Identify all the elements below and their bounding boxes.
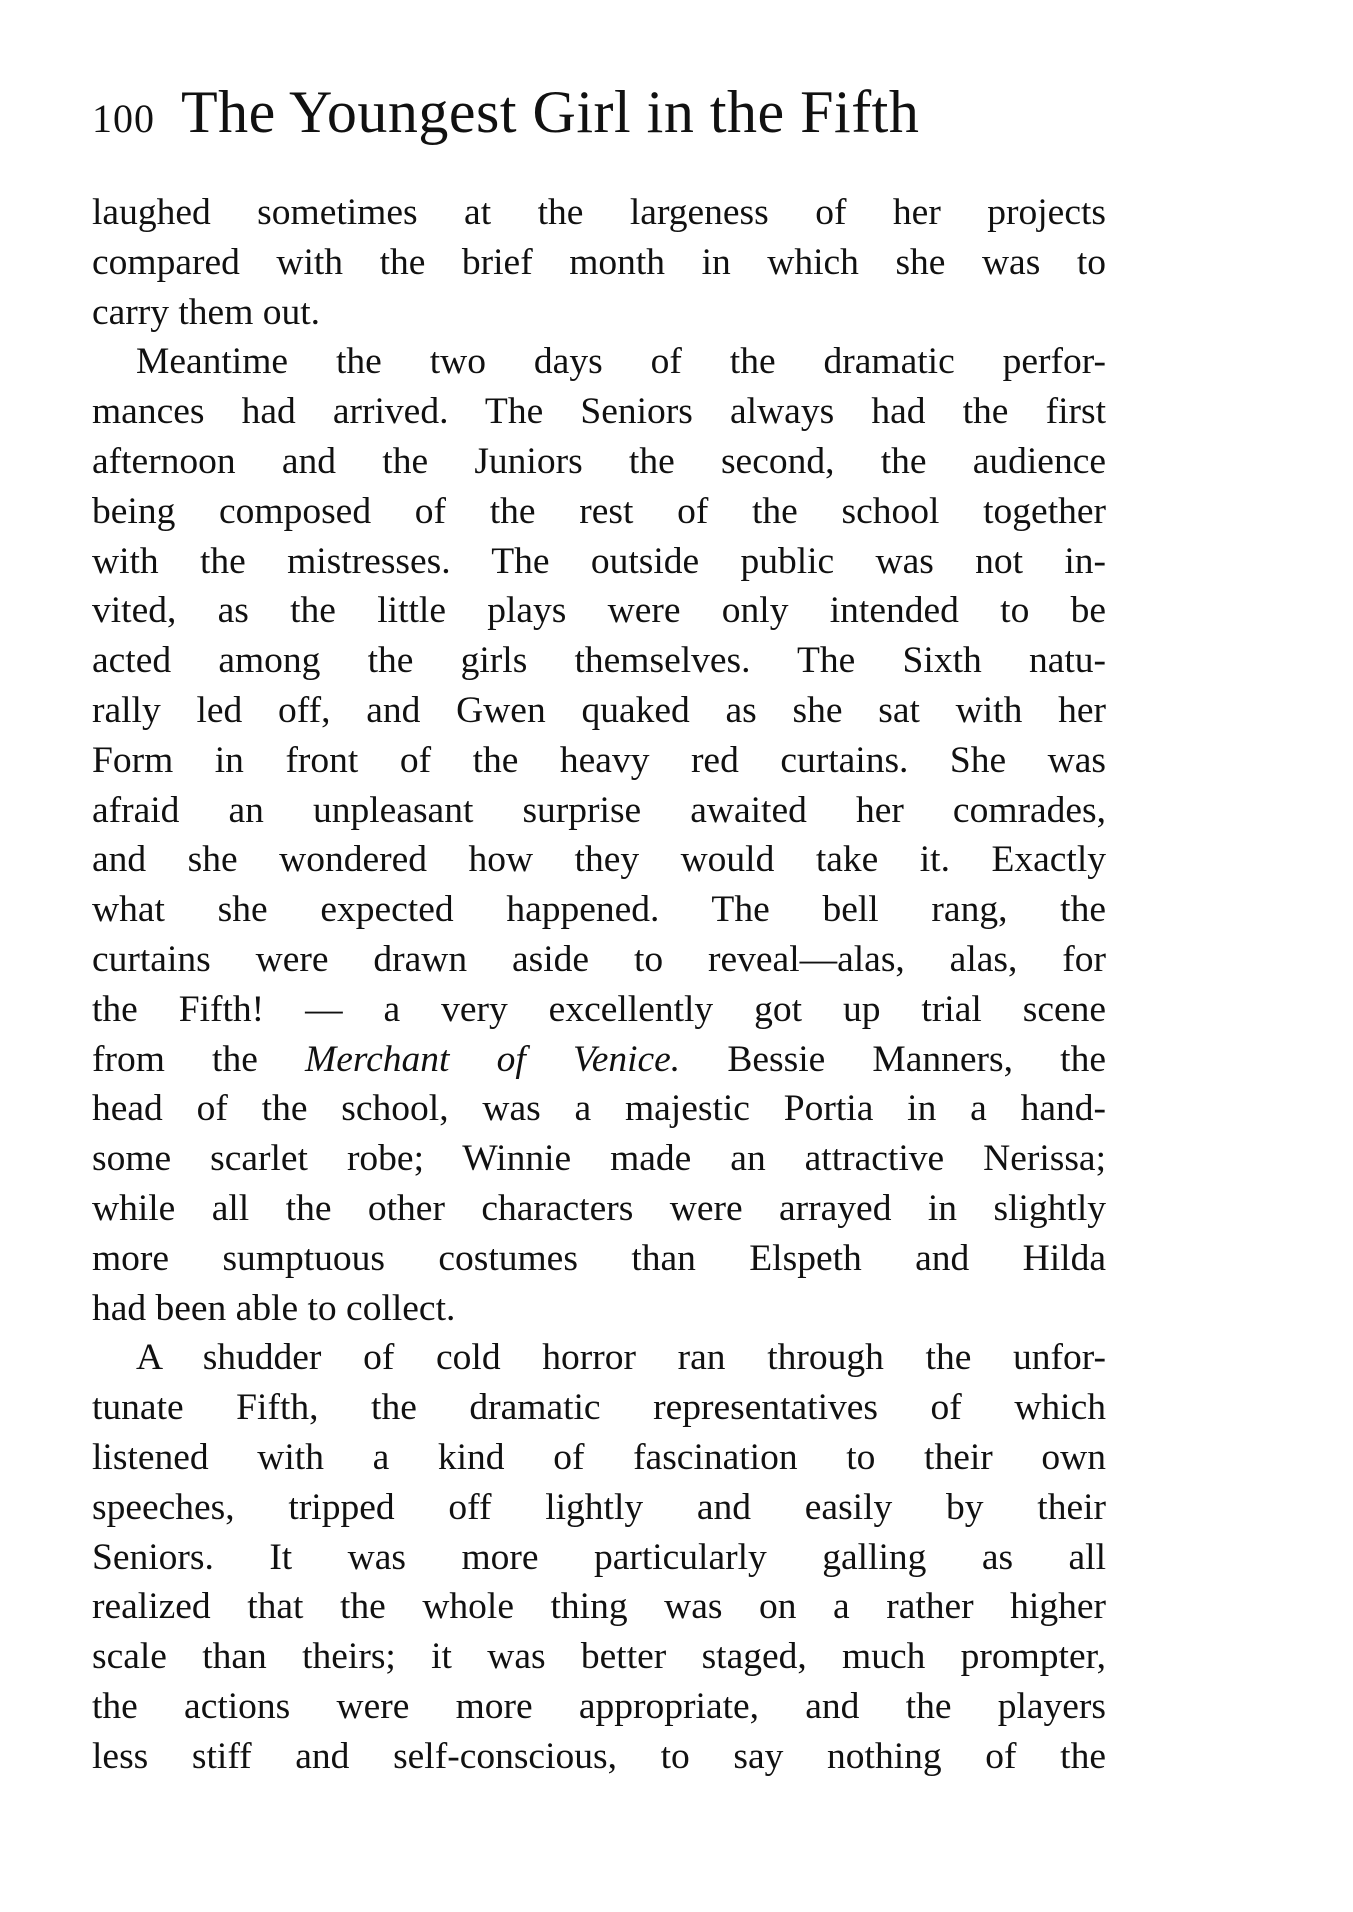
text-line: compared with the brief month in which she was to [92,241,1106,283]
text-line: realized that the whole thing was on a rather higher [92,1586,1106,1628]
text-line: acted among the girls themselves. The Sixth natu- [92,640,1106,682]
text-line: Form in front of the heavy red curtains. She was [92,739,1106,781]
text-line: and she wondered how they would take it. Exactly [92,839,1106,881]
text-segment: Bessie Manners, the [680,1038,1106,1080]
page-header [92,78,1092,158]
running-title: The Youngest Girl in the Fifth [181,79,920,145]
text-segment: from the [92,1038,306,1080]
text-line: head of the school, was a majestic Portia in a hand- [92,1088,1106,1130]
text-line: laughed sometimes at the largeness of her projects [92,192,1106,233]
text-line: while all the other characters were arrayed in slightly [92,1187,1106,1229]
text-line: more sumptuous costumes than Elspeth and Hilda [92,1237,1106,1279]
text-line: Seniors. It was more particularly galling as all [92,1536,1106,1578]
text-line: speeches, tripped off lightly and easily by their [92,1486,1106,1528]
text-line: tunate Fifth, the dramatic representatives of which [92,1387,1106,1429]
text-line: vited, as the little plays were only intended to be [92,590,1106,632]
body-text [92,188,1106,1782]
text-line: afraid an unpleasant surprise awaited her comrades, [92,789,1106,831]
text-line-with-title [92,1035,1106,1085]
text-line: had been able to collect. [92,1287,456,1329]
text-line: scale than theirs; it was better staged, much prompter, [92,1636,1106,1678]
text-line: the Fifth! — a very excellently got up trial scene [92,988,1106,1030]
text-line: Meantime the two days of the dramatic perfor- [136,341,1106,383]
text-line: some scarlet robe; Winnie made an attractive Nerissa; [92,1138,1106,1180]
text-line: the actions were more appropriate, and the players [92,1685,1106,1727]
text-line: mances had arrived. The Seniors always had the first [92,391,1106,433]
play-title: Merchant of Venice. [305,1038,681,1080]
text-line: with the mistresses. The outside public was not in- [92,540,1106,582]
text-line: less stiff and self-conscious, to say nothing of the [92,1735,1106,1777]
text-line: afternoon and the Juniors the second, the audience [92,440,1106,482]
text-line: being composed of the rest of the school together [92,490,1106,532]
text-line: listened with a kind of fascination to their own [92,1436,1106,1478]
page-number: 100 [92,96,155,141]
text-line: curtains were drawn aside to reveal—alas, alas, for [92,938,1106,980]
text-line: what she expected happened. The bell rang, the [92,889,1106,931]
text-line: carry them out. [92,291,321,333]
text-line: rally led off, and Gwen quaked as she sat with her [92,689,1106,731]
text-line: A shudder of cold horror ran through the unfor- [136,1337,1106,1379]
